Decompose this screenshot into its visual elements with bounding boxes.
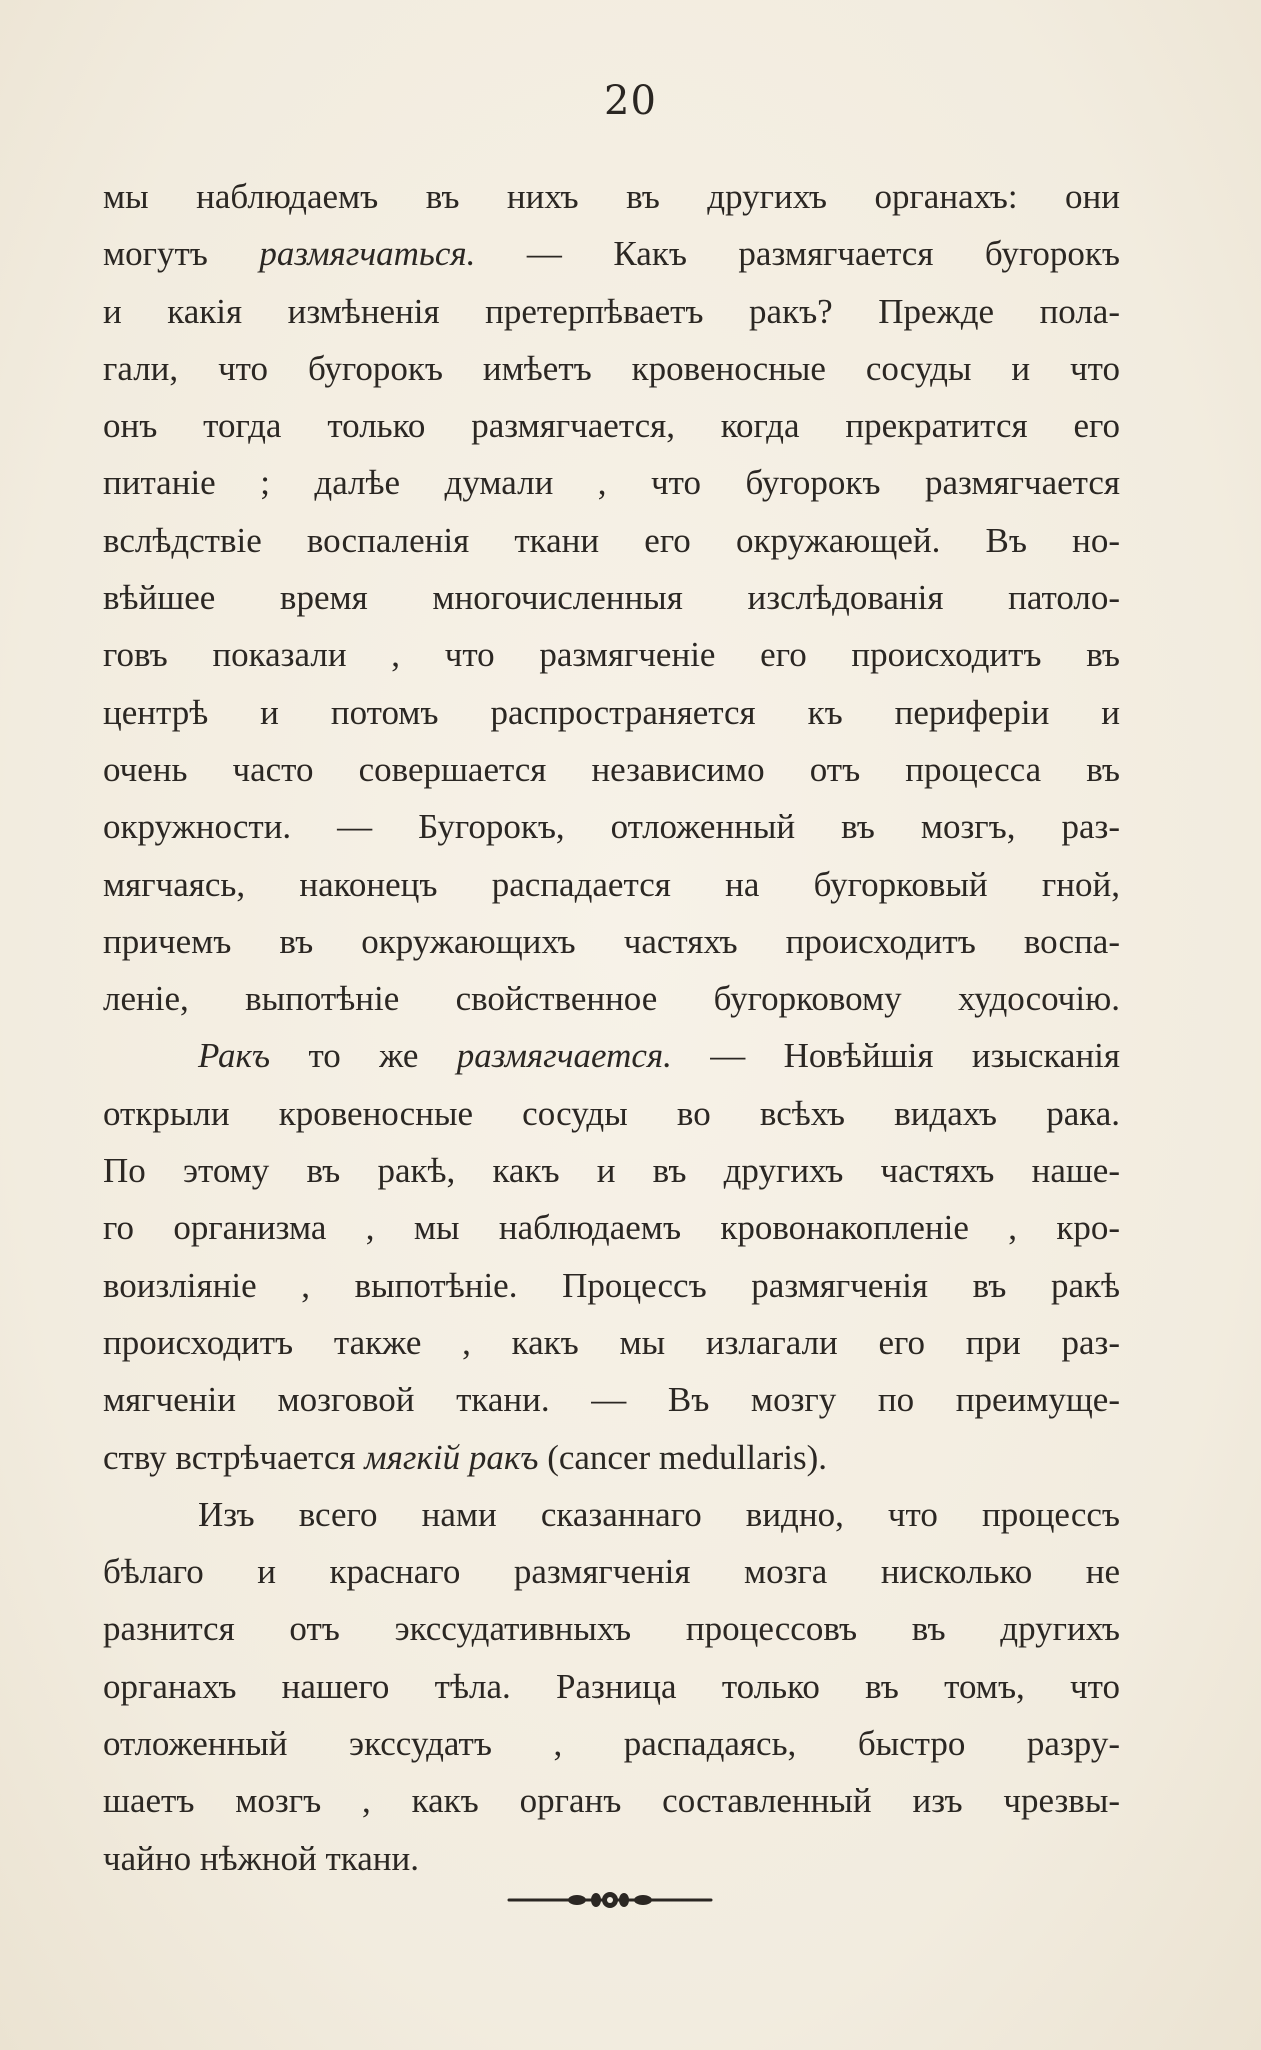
text-span: ству встрѣчается [103, 1437, 365, 1477]
text-span: могутъ [103, 234, 260, 274]
text-line: воизліяніе , выпотѣніе. Процессъ размягченія въ ракѣ [103, 1265, 1120, 1305]
italic-text: Ракъ [198, 1036, 271, 1076]
text-span: то же [270, 1036, 457, 1076]
text-line: очень часто совершается независимо отъ процесса въ [103, 749, 1120, 789]
italic-text: мягкій ракъ [364, 1437, 539, 1477]
text-line: разнится отъ экссудативныхъ процессовъ въ другихъ [103, 1609, 1120, 1649]
text-line: По этому въ ракѣ, какъ и въ другихъ частяхъ наше- [103, 1151, 1120, 1191]
text-span: — Какъ размягчается бугорокъ [475, 234, 1120, 274]
text-line: леніе, выпотѣніе свойственное бугорковому худосочію. [103, 979, 1120, 1019]
text-line: и какія измѣненія претерпѣваетъ ракъ? Прежде пола- [103, 291, 1120, 331]
text-span: (cancer medullaris). [538, 1437, 828, 1477]
text-line: причемъ въ окружающихъ частяхъ происходитъ воспа- [103, 921, 1120, 961]
text-line: вслѣдствіе воспаленія ткани его окружающей. Въ но- [103, 520, 1120, 560]
text-line: питаніе ; далѣе думали , что бугорокъ размягчается [103, 463, 1120, 503]
text-line [103, 1027, 1120, 1084]
text-span: — Новѣйшія изысканія [671, 1036, 1120, 1076]
text-line: шаетъ мозгъ , какъ органъ составленный изъ чрезвы- [103, 1781, 1120, 1821]
text-line: чайно нѣжной ткани. [103, 1838, 419, 1878]
page-number: 20 [604, 78, 657, 124]
text-line: говъ показали , что размягченіе его происходитъ въ [103, 635, 1120, 675]
body-text [103, 168, 1120, 1887]
text-line: бѣлаго и краснаго размягченія мозга нисколько не [103, 1552, 1120, 1592]
text-line: отложенный экссудатъ , распадаясь, быстро разру- [103, 1724, 1120, 1764]
text-line: Изъ всего нами сказаннаго видно, что процессъ [198, 1494, 1120, 1534]
text-line [103, 1429, 1120, 1486]
text-line: открыли кровеносные сосуды во всѣхъ видахъ рака. [103, 1093, 1120, 1133]
text-line: органахъ нашего тѣла. Разница только въ томъ, что [103, 1666, 1120, 1706]
tail-piece-ornament-icon [505, 1888, 715, 1912]
text-line [103, 225, 1120, 282]
italic-text: размягчается. [456, 1036, 672, 1076]
text-line: онъ тогда только размягчается, когда прекратится его [103, 406, 1120, 446]
text-line: вѣйшее время многочисленныя изслѣдованія патоло- [103, 578, 1120, 618]
text-line: гали, что бугорокъ имѣетъ кровеносные сосуды и что [103, 348, 1120, 388]
text-line: окружности. — Бугорокъ, отложенный въ мозгъ, раз- [103, 807, 1120, 847]
text-line: мягченіи мозговой ткани. — Въ мозгу по преимуще- [103, 1380, 1120, 1420]
text-line: происходитъ также , какъ мы излагали его при раз- [103, 1322, 1120, 1362]
text-line: мы наблюдаемъ въ нихъ въ другихъ органахъ: они [103, 177, 1120, 216]
text-line: центрѣ и потомъ распространяется къ периферіи и [103, 692, 1120, 732]
text-line: мягчаясь, наконецъ распадается на бугорковый гной, [103, 864, 1120, 904]
italic-text: размягчаться. [259, 234, 476, 274]
text-line: го организма , мы наблюдаемъ кровонакопленіе , кро- [103, 1208, 1120, 1248]
